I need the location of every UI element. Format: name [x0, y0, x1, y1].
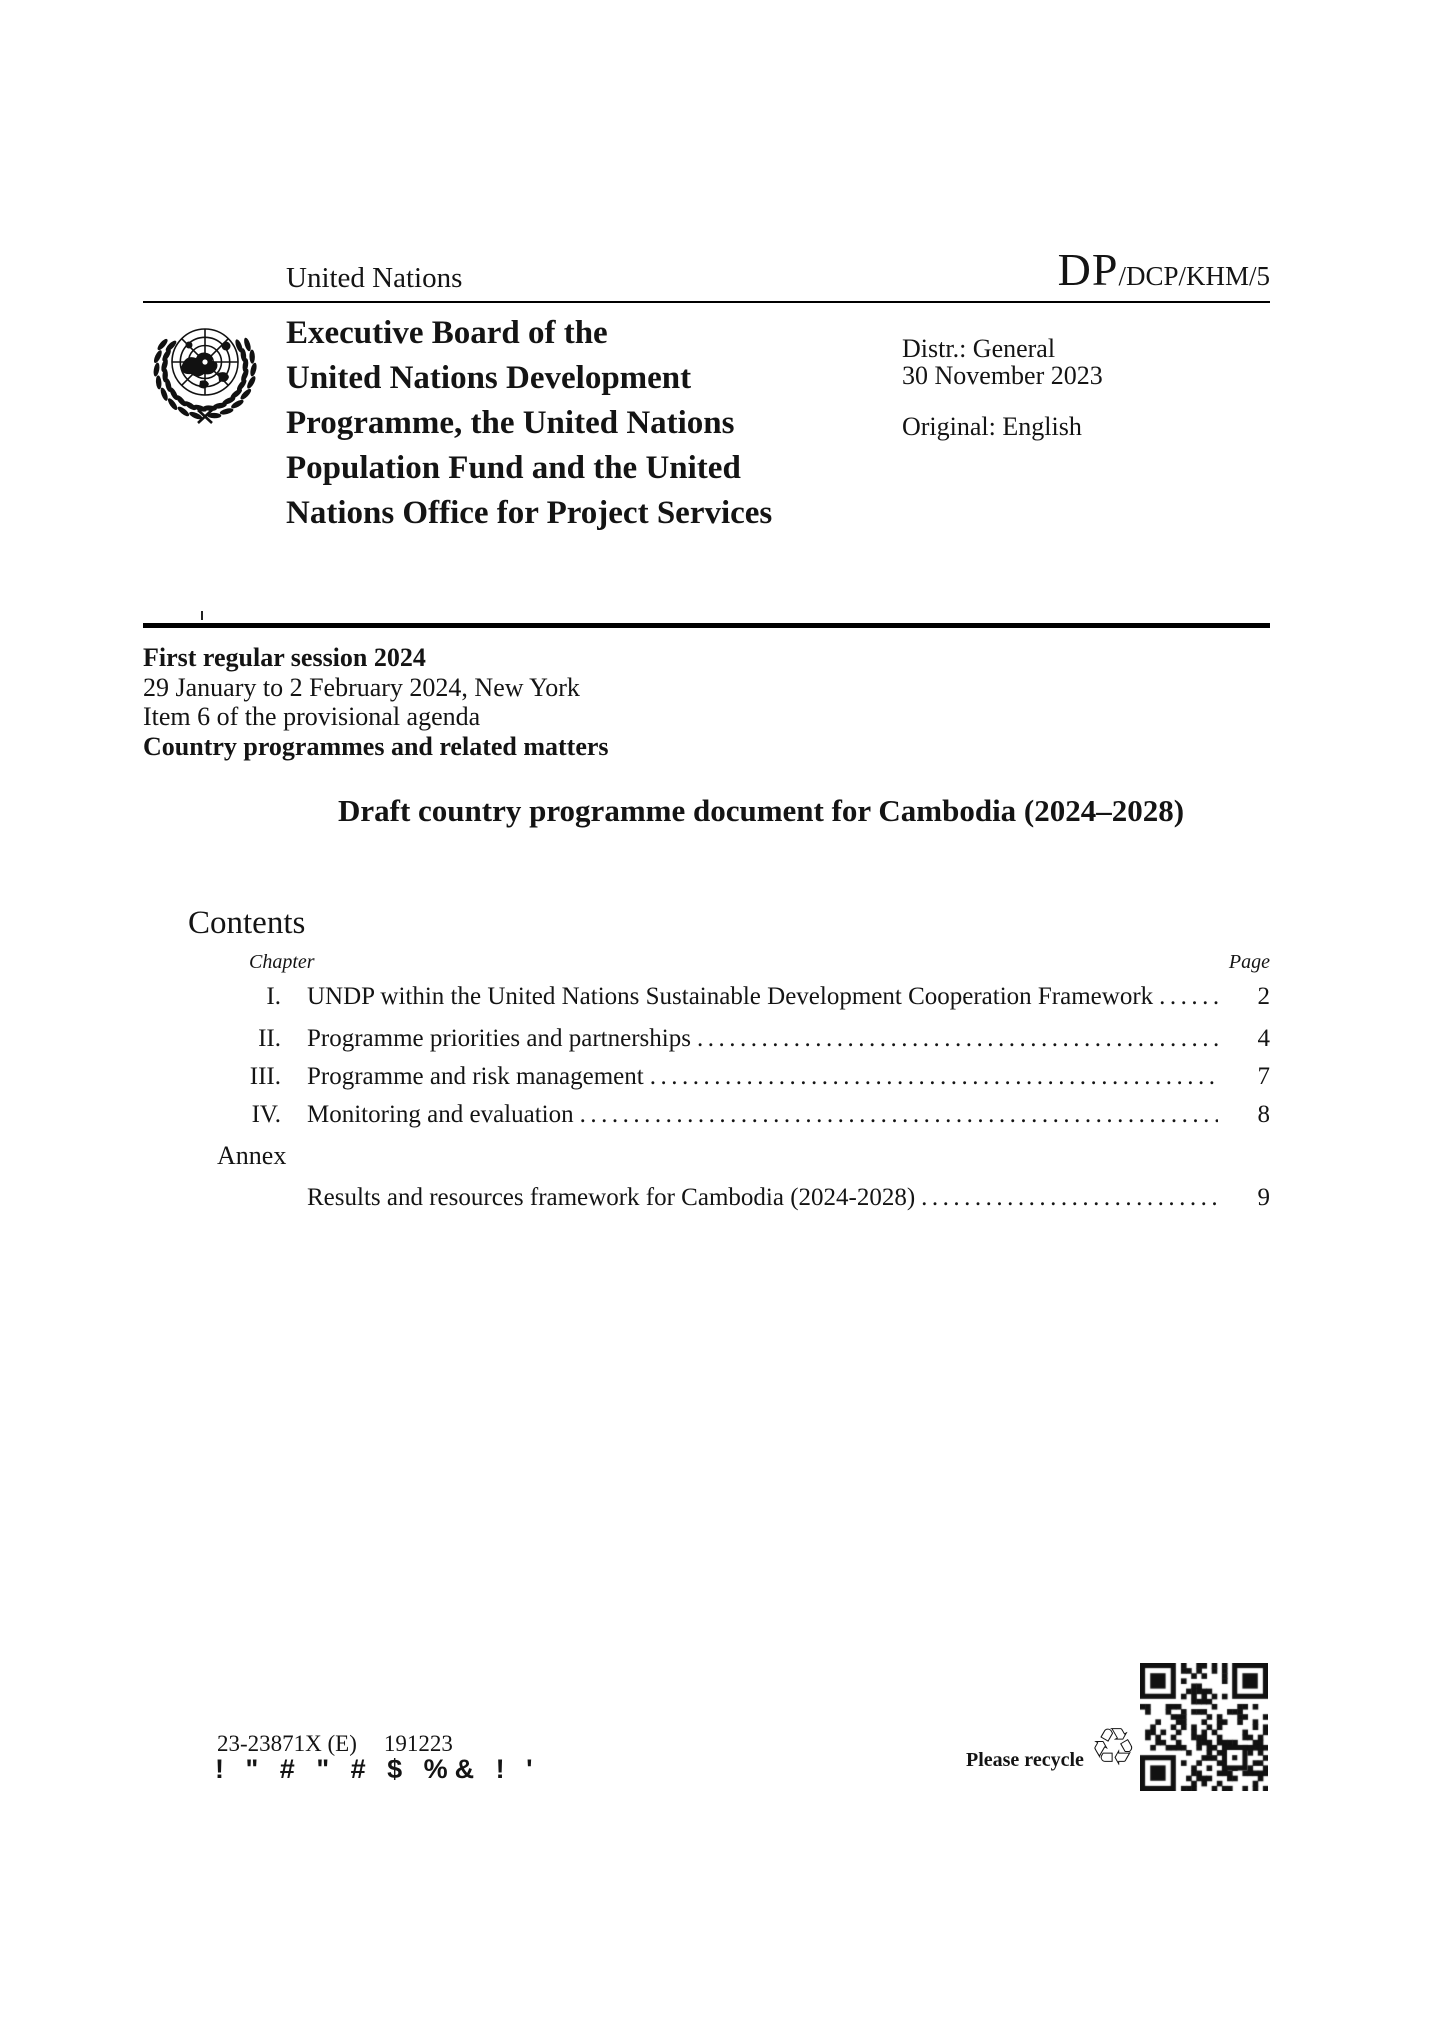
toc-row	[249, 983, 1270, 1011]
footer-date-code: 191223	[383, 1731, 453, 1756]
toc-row	[249, 1101, 1270, 1129]
contents-heading: Contents	[188, 905, 306, 941]
stray-mark	[201, 611, 203, 620]
toc-dot-leader	[921, 1184, 1218, 1212]
masthead-title-line: Programme, the United Nations	[286, 405, 735, 441]
masthead-rule	[143, 301, 1270, 303]
session-name: First regular session 2024	[143, 643, 426, 672]
document-title: Draft country programme document for Cambodia (2024–2028)	[338, 793, 1185, 828]
toc-page-label: Page	[1228, 951, 1270, 973]
toc-dot-leader	[650, 1063, 1218, 1091]
masthead-title-line: Nations Office for Project Services	[286, 495, 773, 531]
masthead-title-line: United Nations Development	[286, 360, 692, 396]
barcode-text: ! " # " # $ %& ! '	[215, 1754, 540, 1784]
toc-row	[249, 1025, 1270, 1053]
toc-item-title: UNDP within the United Nations Sustainable Development Cooperation Framework	[307, 983, 1154, 1010]
distr-line: Distr.: General	[902, 334, 1056, 363]
document-symbol	[1058, 243, 1270, 296]
annex-label: Annex	[217, 1141, 287, 1170]
original-language-line: Original: English	[902, 412, 1082, 441]
un-emblem	[141, 316, 269, 432]
annex-item-title: Results and resources framework for Cambodia (2024-2028)	[307, 1184, 916, 1211]
toc-item-title: Monitoring and evaluation	[307, 1101, 574, 1128]
footer-doc-number: 23-23871X (E)	[217, 1731, 357, 1756]
toc-chapter-number: I.	[266, 983, 281, 1010]
toc-dot-leader	[697, 1025, 1218, 1053]
toc-chapter-label: Chapter	[249, 951, 315, 973]
recycle-icon: ♲	[1090, 1718, 1137, 1778]
qr-code	[1140, 1663, 1268, 1791]
toc-chapter-number: II.	[258, 1025, 281, 1052]
masthead-title	[286, 311, 926, 536]
toc-page-number: 4	[1257, 1025, 1270, 1052]
agenda-item: Item 6 of the provisional agenda	[143, 702, 481, 731]
section-rule	[143, 623, 1270, 628]
distribution-info	[902, 335, 1103, 440]
date-line: 30 November 2023	[902, 361, 1103, 390]
session-dates: 29 January to 2 February 2024, New York	[143, 672, 580, 702]
document-symbol-main: DP	[1057, 244, 1119, 295]
masthead-title-line: Executive Board of the	[286, 315, 608, 351]
toc-page-number: 8	[1257, 1101, 1270, 1128]
toc-dot-leader	[580, 1101, 1218, 1129]
toc-chapter-number: III.	[249, 1063, 281, 1090]
toc-header	[249, 951, 1270, 974]
toc-dot-leader	[1159, 983, 1218, 1011]
toc-page-number: 2	[1257, 983, 1270, 1010]
toc-row	[249, 1063, 1270, 1091]
annex-row	[249, 1184, 1270, 1212]
toc-item-title: Programme and risk management	[307, 1063, 644, 1090]
toc-chapter-number: IV.	[251, 1101, 281, 1128]
toc-page-number: 7	[1257, 1063, 1270, 1090]
session-info	[143, 643, 609, 761]
toc-item-title: Programme priorities and partnerships	[307, 1025, 691, 1052]
org-label: United Nations	[286, 262, 463, 294]
please-recycle-label: Please recycle	[966, 1749, 1084, 1771]
toc-header-spacer	[315, 951, 1229, 974]
agenda-subject: Country programmes and related matters	[143, 731, 609, 761]
toc-page-number: 9	[1257, 1184, 1270, 1211]
masthead-title-line: Population Fund and the United	[286, 450, 741, 486]
document-symbol-rest: /DCP/KHM/5	[1118, 261, 1270, 291]
